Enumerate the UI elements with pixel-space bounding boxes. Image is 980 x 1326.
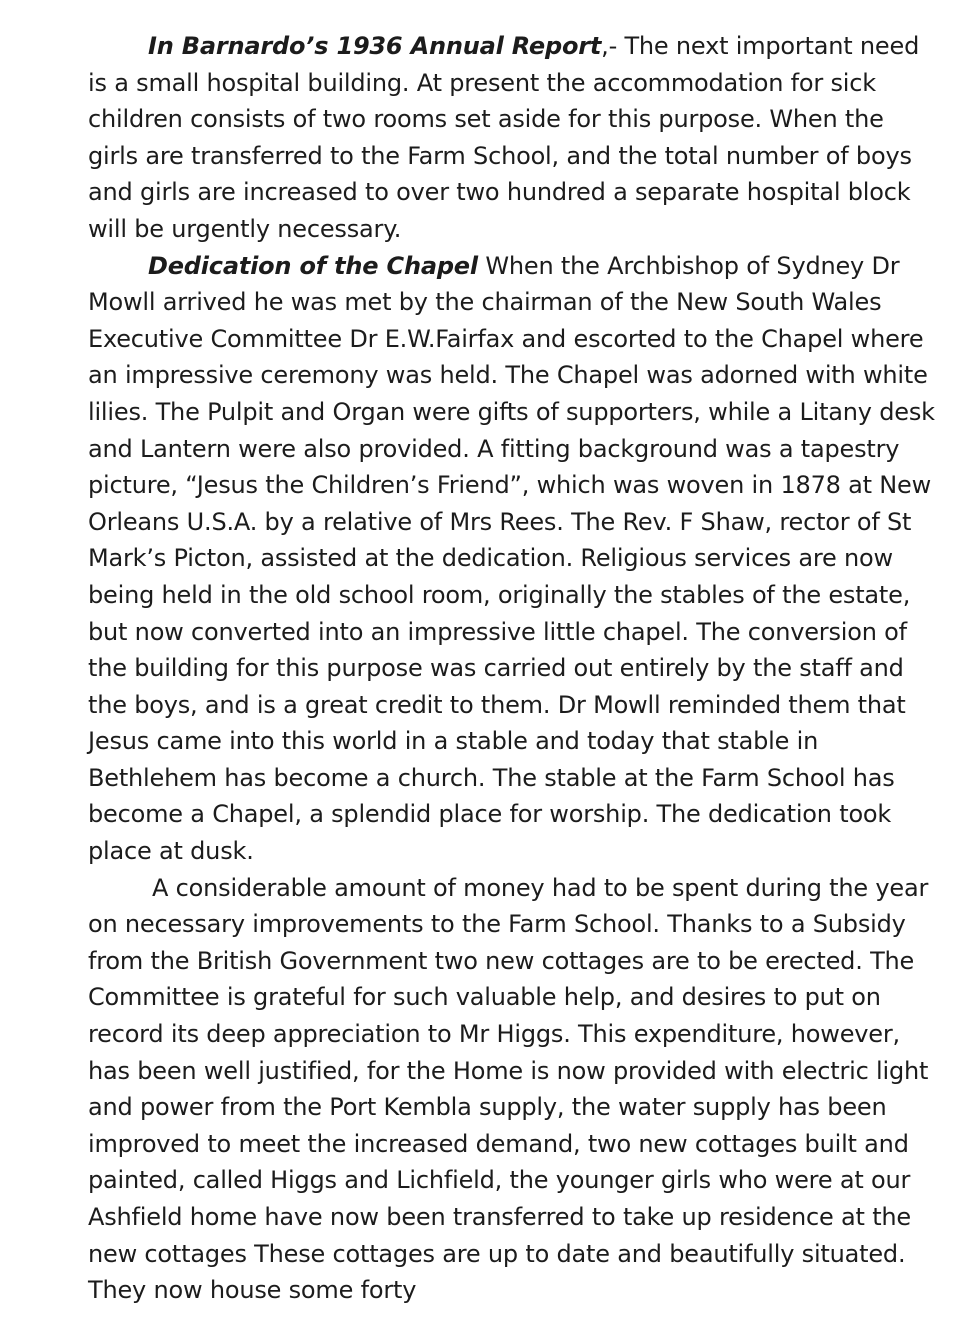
paragraph-body-text: ,- The next important need is a small hospital building. At present the accommodation for sick children consists of two rooms set aside for this purpose. When the girls are transferred to the Farm School, and the total number of boys and girls are increased to over two hundred a separate hospital block will be urgently necessary. [88, 32, 920, 243]
document-page [88, 28, 938, 1309]
paragraph-lead-heading: In Barnardo’s 1936 Annual Report [148, 32, 602, 60]
paragraph-body-text: A considerable amount of money had to be spent during the year on necessary improvements to the Farm School. Thanks to a Subsidy from the British Government two new cottages are to be erected. The Committee is grateful for such valuable help, and desires to put on record its deep appreciation to Mr Higgs. This expenditure, however, has been well justified, for the Home is now provided with electric light and power from the Port Kembla supply, the water supply has been improved to meet the increased demand, two new cottages built and painted, called Higgs and Lichfield, the younger girls who were at our Ashfield home have now been transferred to take up residence at the new cottages These cottages are up to date and beautifully situated. They now house some forty [88, 873, 929, 1305]
paragraph-improvements [88, 870, 938, 1309]
paragraph-body-text: When the Archbishop of Sydney Dr Mowll arrived he was met by the chairman of the New South Wales Executive Committee Dr E.W.Fairfax and escorted to the Chapel where an impressive ceremony was held. The Chapel was adorned with white lilies. The Pulpit and Organ were gifts of supporters, while a Litany desk and Lantern were also provided. A fitting background was a tapestry picture, “Jesus the Children’s Friend”, which was woven in 1878 at New Orleans U.S.A. by a relative of Mrs Rees. The Rev. F Shaw, rector of St Mark’s Picton, assisted at the dedication. Religious services are now being held in the old school room, originally the stables of the estate, but now converted into an impressive little chapel. The conversion of the building for this purpose was carried out entirely by the staff and the boys, and is a great credit to them. Dr Mowll reminded them that Jesus came into this world in a stable and today that stable in Bethlehem has become a church. The stable at the Farm School has become a Chapel, a splendid place for worship. The dedication took place at dusk. [88, 251, 935, 866]
paragraph-lead-heading: Dedication of the Chapel [148, 251, 478, 280]
paragraph-chapel-dedication [88, 248, 938, 870]
paragraph-annual-report [88, 28, 938, 248]
